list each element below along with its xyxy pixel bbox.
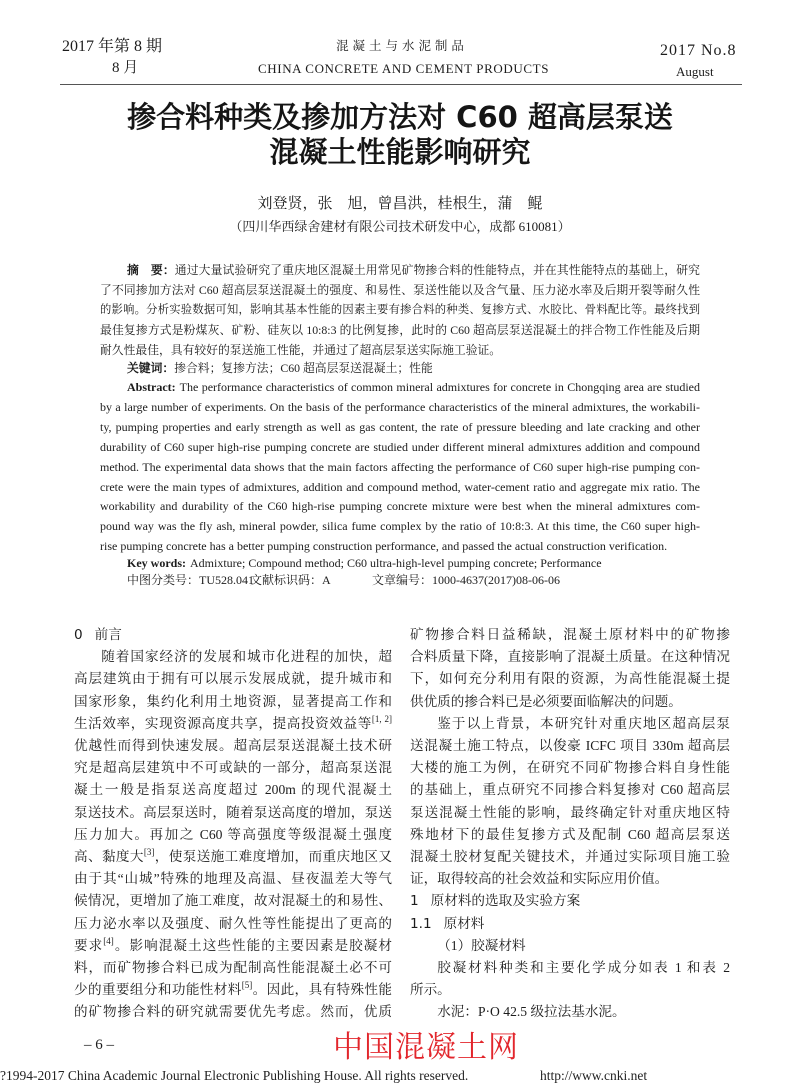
text-line: 殊地材下的最佳复掺方式及配制 C60 超高层泵送	[410, 826, 730, 842]
text-line: 究是超高层建筑中不可或缺的一部分，超高泵送混	[74, 760, 392, 776]
journal-name-en: CHINA CONCRETE AND CEMENT PRODUCTS	[258, 61, 550, 76]
subsection-number: 1.1	[410, 915, 432, 932]
text-run: 。因此，具有特殊性能	[252, 982, 393, 998]
text-line: 合料质量下降，直接影响了混凝土质量。在这种情况	[410, 649, 730, 665]
text-line: 候情况，更增加了施工难度，故对混凝土的和易性、	[74, 893, 392, 909]
text-line: 供优质的掺合料已是必须要面临解决的问题。	[410, 693, 682, 709]
clc-number	[127, 570, 255, 590]
text-line: 送混凝土施工特点，以俊豪 ICFC 项目 330m 超高层	[410, 738, 730, 754]
text-run: 。影响混凝土这些性能的主要因素是胶凝材	[113, 937, 393, 953]
section-number: 0	[74, 627, 83, 643]
body-left-column	[74, 624, 392, 1024]
abstract-cn-text: 通过大量试验研究了重庆地区混凝土用常见矿物掺合料的性能特点，并在其性能特点的基础上，研究	[174, 263, 700, 277]
item-number: （1）	[437, 937, 472, 953]
abstract-cn-line	[100, 260, 700, 280]
text-run: 要求	[74, 937, 104, 953]
abstract-en-line: ty, pumping properties and early strength as well as gas content, the rate of pressure bleeding and late cracking and other	[100, 419, 700, 434]
abstract-en	[100, 378, 700, 557]
text-line: 下，如何充分利用有限的资源，为高性能混凝土提	[410, 671, 730, 687]
document-code-label: 文献标识码：	[250, 573, 323, 587]
keywords-en-label: Key words:	[127, 556, 186, 570]
source-url: http://www.cnki.net	[540, 1068, 648, 1083]
keywords-en-text: Admixture; Compound method; C60 ultra-high-level pumping concrete; Performance	[190, 556, 602, 570]
article-number	[372, 570, 560, 590]
text-run: 少的重要组分和功能性材料	[74, 982, 242, 998]
keywords-cn	[100, 358, 700, 378]
article-number-label: 文章编号：	[372, 573, 433, 587]
issue-month-cn: 8 月	[112, 60, 139, 76]
text-line: 泵送混凝土性能的影响，最终确定针对重庆地区特	[410, 804, 730, 820]
citation-ref: [4]	[103, 935, 114, 946]
text-line: 胶凝材料种类和主要化学成分如表 1 和表 2	[437, 960, 730, 976]
abstract-en-line: method. The experimental data shows that the main factors affecting the performance of C60 super high-rise pumping con-	[100, 459, 700, 474]
item-title: 胶凝材料	[471, 937, 526, 953]
page-number: – 6 –	[84, 1037, 114, 1053]
keywords-cn-text: 掺合料；复掺方法；C60 超高层泵送混凝土；性能	[174, 361, 433, 375]
abstract-en-line: workability and durability of the C60 high-rise pumping concrete mixture were best when the mineral admixtures com-	[100, 499, 700, 514]
section-number: 1	[410, 893, 419, 910]
text-line: 大楼的施工为例，在研究不同矿物掺合料自身性能	[410, 760, 730, 776]
text-line	[74, 713, 392, 735]
abstract-en-line: crete were the main types of admixtures, addition and compound method, water-cement ratio and aggregate mix ratio. The	[100, 479, 700, 494]
keywords-cn-line	[100, 358, 700, 378]
author-list: 刘登贤，张 旭，曾昌洪，桂根生，蒲 鲲	[257, 194, 543, 212]
classification-line	[100, 570, 727, 590]
issue-month-en: August	[676, 64, 714, 79]
text-line: 国家形象，集约化利用土地资源，显著提高工作和	[74, 693, 392, 709]
text-line: 随着国家经济的发展和城市化进程的加快，超	[101, 649, 392, 665]
abstract-cn-line: 最佳复掺方式是粉煤灰、矿粉、硅灰以 10:8:3 的比例复掺，此时的 C60 超高层泵送混凝土的拌合物工作性能及后期	[100, 323, 700, 337]
abstract-cn	[100, 260, 700, 360]
subsection-title: 原材料	[443, 915, 485, 932]
section-heading	[410, 890, 730, 912]
text-run: 生活效率，实现资源高度共享，提高投资效益等	[74, 715, 372, 731]
abstract-en-line	[100, 378, 700, 398]
issue-number-cn: 2017 年第 8 期	[62, 38, 163, 55]
text-line: 凝土一般是指泵送高度超过 200m 的现代混凝土	[74, 782, 392, 798]
abstract-en-line: rise pumping concrete has a better pumping construction performance, and passed the actual construction verification.	[100, 539, 668, 554]
text-line	[74, 979, 392, 1001]
subsection-heading	[410, 913, 730, 935]
text-line: 的基础上，重点研究不同掺合料复掺对 C60 超高层	[410, 782, 730, 798]
abstract-cn-line: 的影响。分析实验数据可知，影响其基本性能的因素主要有掺合料的种类、复掺方式、水胶比、骨料配比等。最终找到	[100, 304, 700, 316]
body-right-column	[410, 624, 730, 1024]
abstract-en-label: Abstract:	[127, 380, 176, 394]
text-line: 料，而矿物掺合料已成为配制高性能混凝土必不可	[74, 960, 392, 976]
author-affiliation: （四川华西绿舍建材有限公司技术研发中心，成都 610081）	[229, 219, 571, 234]
text-line: 压力泌水率以及强度、耐久性等性能提出了更高的	[74, 915, 392, 931]
text-line: 高层建筑由于拥有可以展示发展成就，提升城市和	[74, 671, 392, 687]
journal-name-cn: 混 凝 土 与 水 泥 制 品	[336, 38, 464, 53]
article-number-value: 1000-4637(2017)08-06-06	[432, 573, 560, 587]
document-code-value: A	[322, 573, 331, 587]
copyright-notice: ?1994-2017 China Academic Journal Electronic Publishing House. All rights reserved.	[0, 1068, 469, 1083]
document-code	[250, 570, 372, 590]
abstract-en-line: durability of C60 super high-rise pumping concrete are studied under different mineral admixtures addition and compound	[100, 439, 700, 454]
text-line: 优越性而得到快速发展。超高层泵送混凝土技术研	[74, 738, 392, 754]
issue-number-en: 2017 No.8	[660, 42, 737, 59]
text-line: 混凝土胶材复配关键技术，并通过实际项目施工验	[410, 849, 730, 865]
abstract-cn-label: 摘 要：	[127, 263, 175, 277]
keywords-cn-label: 关键词：	[127, 361, 175, 375]
abstract-en-text: The performance characteristics of common mineral admixtures for concrete in Chongqing area are studied	[179, 380, 700, 394]
section-title: 前言	[94, 627, 122, 643]
text-line	[74, 846, 392, 868]
text-line: 矿物掺合料日益稀缺，混凝土原材料中的矿物掺	[410, 627, 730, 642]
clc-value: TU528.041	[199, 573, 255, 587]
text-line: 证，取得较高的社会效益和实际应用价值。	[410, 871, 669, 887]
section-heading	[74, 624, 392, 646]
citation-ref: [3]	[143, 847, 155, 858]
section-title: 原材料的选取及实验方案	[430, 893, 581, 910]
text-line: 鉴于以上背景，本研究针对重庆地区超高层泵	[437, 715, 730, 731]
abstract-cn-line: 耐久性最佳，具有较好的泵送施工性能，并通过了超高层泵送实际施工验证。	[100, 343, 502, 357]
text-line: 水泥：P·O 42.5 级拉法基水泥。	[437, 1004, 626, 1020]
text-line: 的矿物掺合料的研究就需要优先考虑。然而，优质	[74, 1004, 392, 1020]
abstract-cn-line: 了不同掺加方法对 C60 超高层泵送混凝土的强度、和易性、泵送性能以及含气量、压力泌水率及后期开裂等耐久性	[100, 283, 700, 297]
watermark: 中国混凝土网	[333, 1030, 519, 1065]
citation-ref: [5]	[241, 980, 253, 991]
header-rule	[60, 84, 742, 85]
text-line: 压力加大。再加之 C60 等高强度等级混凝土强度	[74, 826, 392, 842]
text-run: ，使泵送施工难度增加，而重庆地区又	[154, 849, 393, 865]
citation-ref: [1, 2]	[371, 713, 392, 724]
article-title-line-1: 掺合料种类及掺加方法对 C60 超高层泵送	[127, 100, 673, 134]
article-title-line-2: 混凝土性能影响研究	[269, 135, 531, 169]
text-line: 泵送技术。高层泵送时，随着泵送高度的增加，泵送	[74, 804, 392, 820]
text-line	[74, 935, 392, 957]
text-line: 由于其“山城”特殊的地理及高温、昼夜温差大等气	[74, 871, 392, 887]
text-run: 高、黏度大	[74, 849, 144, 865]
text-line: 所示。	[410, 982, 451, 998]
clc-label: 中图分类号：	[127, 573, 200, 587]
abstract-en-line: pound way was the fly ash, mineral powder, silica fume complex by the ratio of 10:8:3. At this time, the C60 super high-	[100, 519, 700, 534]
item-heading	[410, 935, 730, 957]
abstract-en-line: by a large number of experiments. On the basis of the performance characteristics of the mineral admixtures, the workabili-	[100, 399, 700, 414]
